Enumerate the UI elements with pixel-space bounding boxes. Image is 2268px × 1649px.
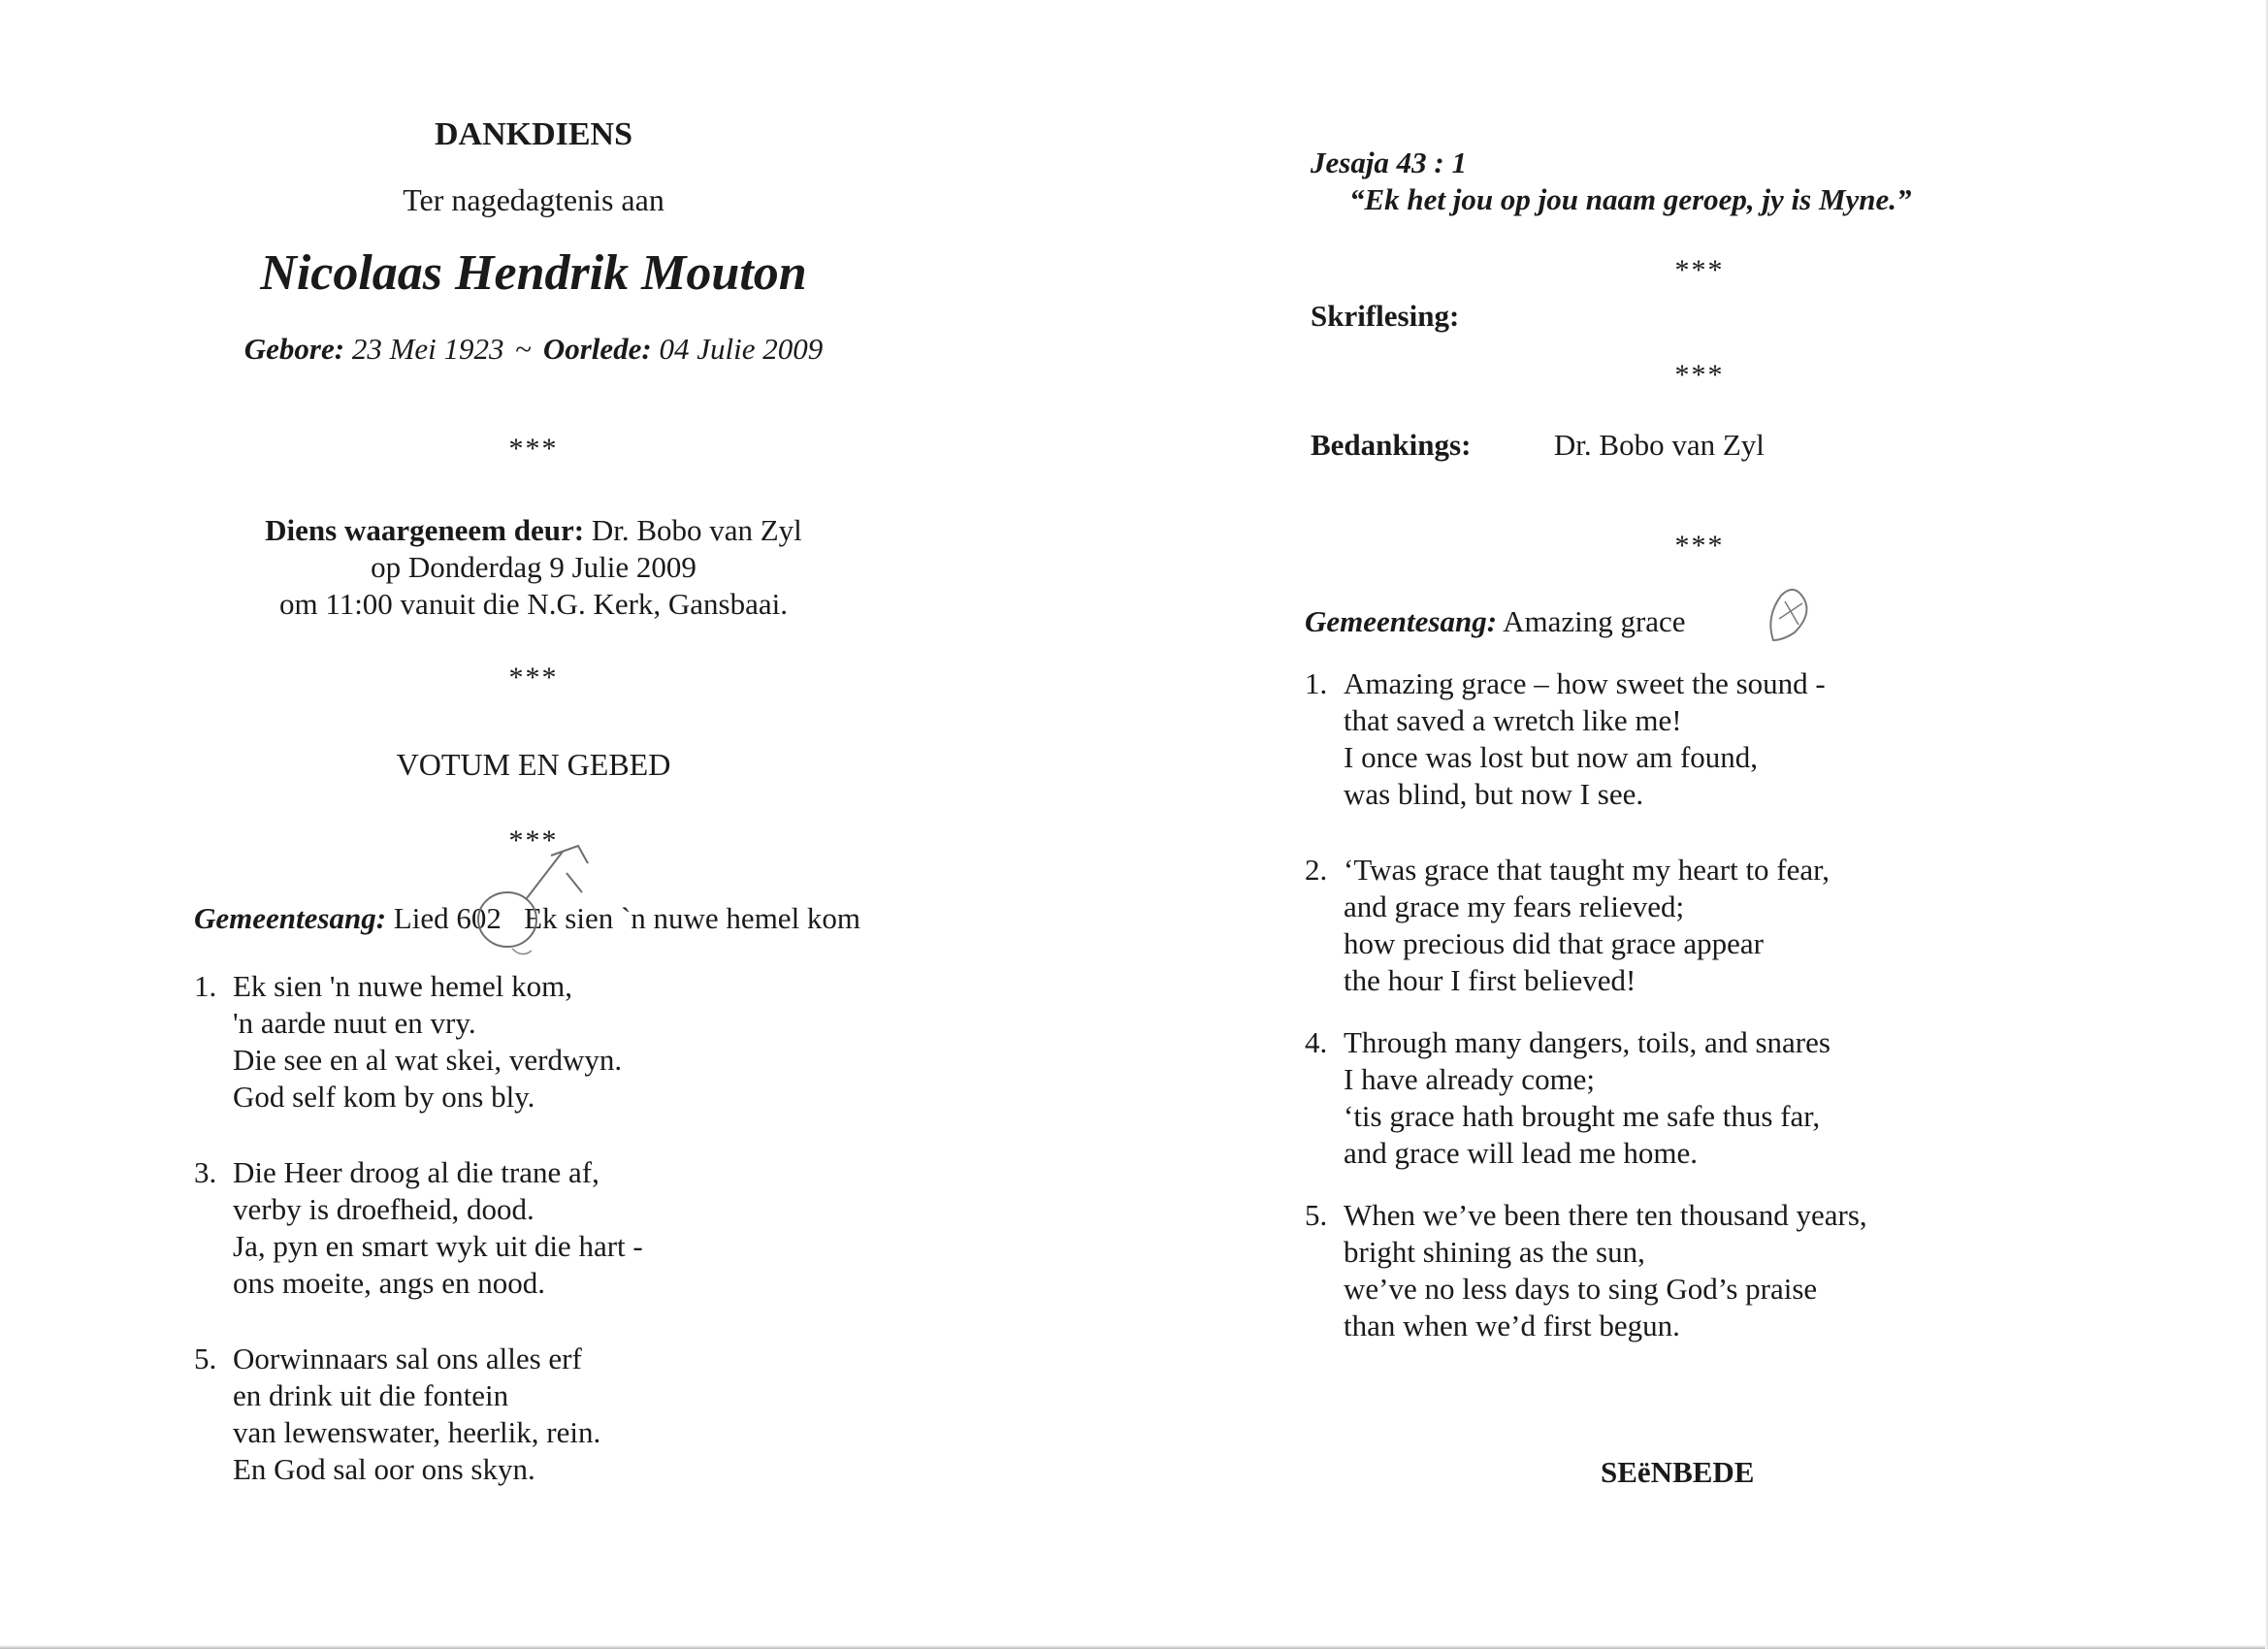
verse-number: 5. [194, 1342, 217, 1375]
verse-line: ‘tis grace hath brought me safe thus far, [1344, 1099, 1821, 1133]
verse-line: Ek sien 'n nuwe hemel kom, [233, 969, 572, 1003]
deceased-name: Nicolaas Hendrik Mouton [260, 245, 807, 301]
verse-number: 1. [194, 969, 217, 1003]
scan-bottom-edge [0, 1645, 2268, 1649]
pencil-doodle-annotation [1760, 580, 1828, 648]
verse-number: 5. [1305, 1198, 1328, 1232]
died-value: 04 Julie 2009 [659, 332, 824, 366]
verse-line: bright shining as the sun, [1344, 1235, 1645, 1269]
bedankings-label: Bedankings: [1311, 428, 1472, 462]
service-date: op Donderdag 9 Julie 2009 [371, 550, 697, 584]
verse-line: I have already come; [1344, 1062, 1596, 1096]
separator-stars: *** [1674, 359, 1725, 391]
verse-line: Ja, pyn en smart wyk uit die hart - [233, 1229, 643, 1263]
skriflesing-label: Skriflesing: [1311, 299, 1460, 333]
service-officiant: Dr. Bobo van Zyl [591, 513, 802, 547]
verse-line: 'n aarde nuut en vry. [233, 1006, 476, 1040]
bedankings-value: Dr. Bobo van Zyl [1553, 428, 1765, 462]
separator-stars: *** [1674, 530, 1725, 562]
verse-line: I once was lost but now am found, [1344, 740, 1759, 774]
verse-line: and grace my fears relieved; [1344, 889, 1685, 923]
verse-line: Oorwinnaars sal ons alles erf [233, 1342, 582, 1375]
verse-line: how precious did that grace appear [1344, 926, 1764, 960]
verse-number: 4. [1305, 1025, 1328, 1059]
separator-stars: *** [508, 662, 559, 694]
verse-line: En God sal oor ons skyn. [233, 1452, 535, 1486]
verse-line: that saved a wretch like me! [1344, 703, 1682, 737]
separator-stars: *** [508, 824, 559, 857]
verse-line: verby is droefheid, dood. [233, 1192, 535, 1226]
separator-stars: *** [1674, 254, 1725, 286]
verse-line: Die Heer droog al die trane af, [233, 1155, 599, 1189]
closing-blessing: SEëNBEDE [1601, 1455, 1755, 1489]
service-title: DANKDIENS [434, 116, 633, 152]
born-value: 23 Mei 1923 [351, 332, 504, 366]
service-place: om 11:00 vanuit die N.G. Kerk, Gansbaai. [278, 587, 789, 621]
verse-line: ons moeite, angs en nood. [233, 1266, 546, 1300]
separator-stars: *** [508, 433, 559, 465]
verse-number: 3. [194, 1155, 217, 1189]
scripture-quote: “Ek het jou op jou naam geroep, jy is Myne.” [1349, 182, 1912, 216]
verse-number: 1. [1305, 666, 1328, 700]
hymn-number: 602 [456, 901, 502, 935]
died-label: Oorlede: [542, 332, 652, 366]
verse-line: van lewenswater, heerlik, rein. [233, 1415, 601, 1449]
life-dates [0, 332, 1067, 367]
verse-line: and grace will lead me home. [1344, 1136, 1698, 1170]
verse-line: en drink uit die fontein [233, 1378, 509, 1412]
hymn-title: Ek sien `n nuwe hemel kom [524, 901, 861, 935]
hymn-prefix: Lied [393, 901, 449, 935]
hymn-label: Gemeentesang: [1305, 604, 1498, 638]
verse-line: than when we’d first begun. [1344, 1309, 1680, 1342]
verse-line: we’ve no less days to sing God’s praise [1344, 1272, 1818, 1306]
hymn-line [1305, 603, 1686, 640]
verse-line: When we’ve been there ten thousand years, [1344, 1198, 1867, 1232]
hymn-label: Gemeentesang: [194, 901, 387, 935]
born-label: Gebore: [243, 332, 345, 366]
memorial-subtitle: Ter nagedagtenis aan [403, 182, 664, 217]
verse-line: God self kom by ons bly. [233, 1080, 535, 1114]
right-page [1134, 0, 2268, 1649]
verse-line: the hour I first believed! [1344, 963, 1636, 997]
verse-line: Amazing grace – how sweet the sound - [1344, 666, 1826, 700]
verse-line: Through many dangers, toils, and snares [1344, 1025, 1831, 1059]
verse-line: Die see en al wat skei, verdwyn. [233, 1043, 623, 1077]
scripture-reference: Jesaja 43 : 1 [1311, 146, 1468, 179]
verse-line: ‘Twas grace that taught my heart to fear, [1344, 853, 1830, 887]
pencil-circle-annotation [473, 834, 629, 970]
hymn-title: Amazing grace [1503, 604, 1686, 638]
service-label: Diens waargeneem deur: [265, 513, 585, 547]
date-separator: ~ [515, 332, 533, 366]
service-details [0, 512, 1067, 623]
verse-number: 2. [1305, 853, 1328, 887]
bedankings-row [1311, 427, 1765, 464]
votum-heading: VOTUM EN GEBED [396, 747, 671, 782]
verse-line: was blind, but now I see. [1344, 777, 1644, 811]
